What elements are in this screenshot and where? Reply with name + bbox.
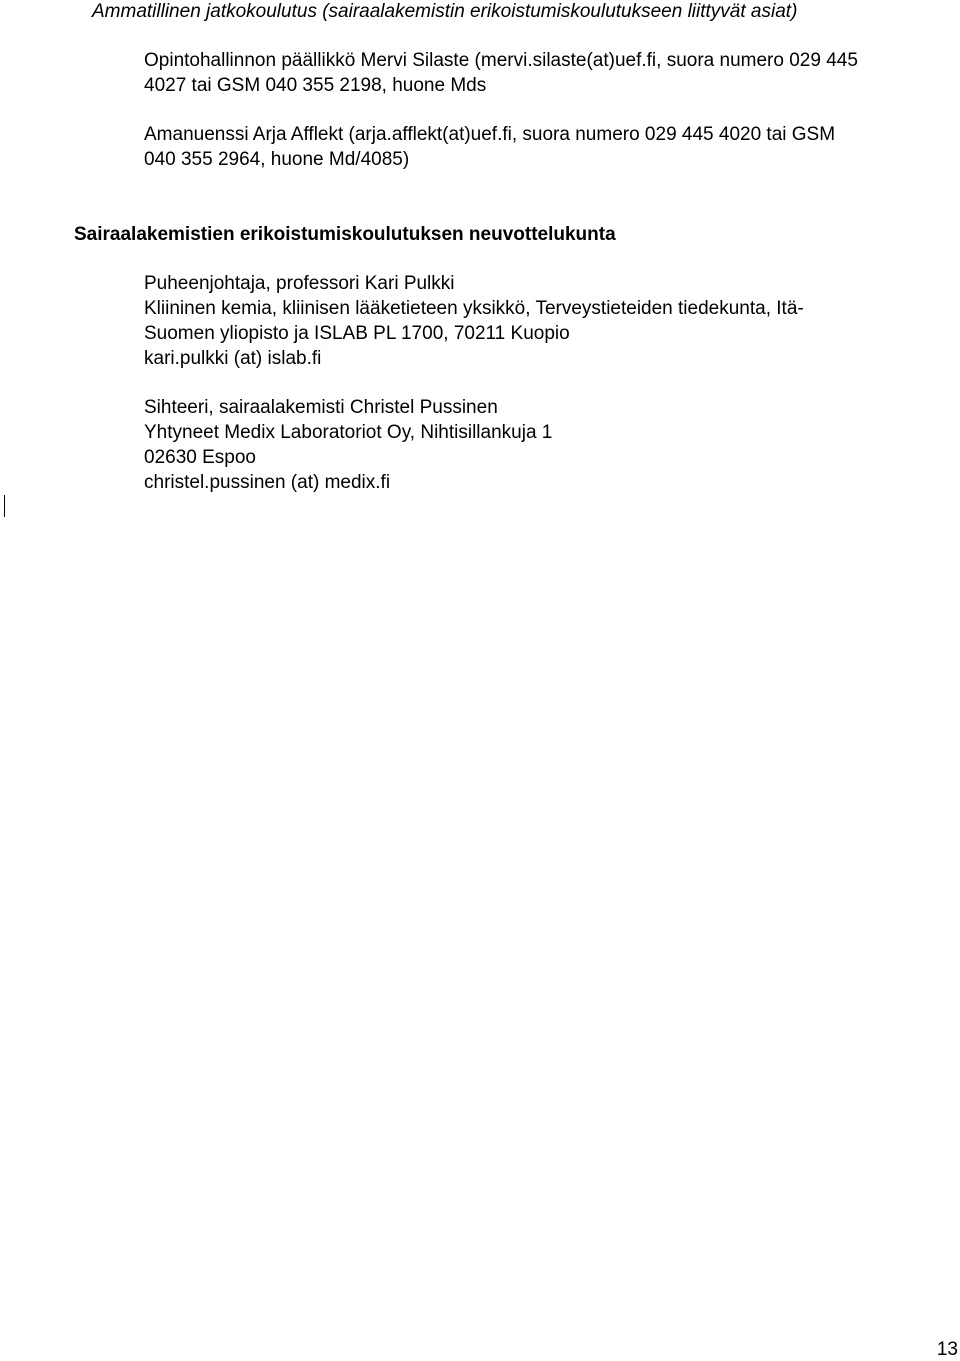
contact-paragraph-afflekt bbox=[144, 122, 944, 172]
contact-paragraph-silaste bbox=[144, 48, 944, 98]
page-number: 13 bbox=[936, 1339, 958, 1360]
contact-line: 040 355 2964, huone Md/4085) bbox=[144, 149, 410, 170]
chair-line: Kliininen kemia, kliinisen lääketieteen yksikkö, Terveystieteiden tiedekunta, Itä- bbox=[144, 298, 804, 319]
secretary-paragraph bbox=[144, 395, 944, 495]
running-header: Ammatillinen jatkokoulutus (sairaalakemistin erikoistumiskoulutukseen liittyvät asiat) bbox=[92, 1, 798, 22]
contact-line: 4027 tai GSM 040 355 2198, huone Mds bbox=[144, 75, 487, 96]
contact-line: Amanuenssi Arja Afflekt (arja.afflekt(at)uef.fi, suora numero 029 445 4020 tai GSM bbox=[144, 124, 836, 145]
chair-line: Puheenjohtaja, professori Kari Pulkki bbox=[144, 273, 455, 294]
committee-heading: Sairaalakemistien erikoistumiskoulutuksen neuvottelukunta bbox=[74, 224, 616, 245]
chair-paragraph bbox=[144, 271, 944, 371]
contact-line: Opintohallinnon päällikkö Mervi Silaste (mervi.silaste(at)uef.fi, suora numero 029 445 bbox=[144, 50, 858, 71]
chair-line: Suomen yliopisto ja ISLAB PL 1700, 70211 Kuopio bbox=[144, 323, 570, 344]
secretary-line: Yhtyneet Medix Laboratoriot Oy, Nihtisillankuja 1 bbox=[144, 422, 553, 443]
chair-email-line: kari.pulkki (at) islab.fi bbox=[144, 348, 322, 369]
secretary-line: 02630 Espoo bbox=[144, 447, 256, 468]
secretary-email-line: christel.pussinen (at) medix.fi bbox=[144, 472, 391, 493]
secretary-line: Sihteeri, sairaalakemisti Christel Pussinen bbox=[144, 397, 498, 418]
revision-change-bar bbox=[4, 495, 5, 517]
